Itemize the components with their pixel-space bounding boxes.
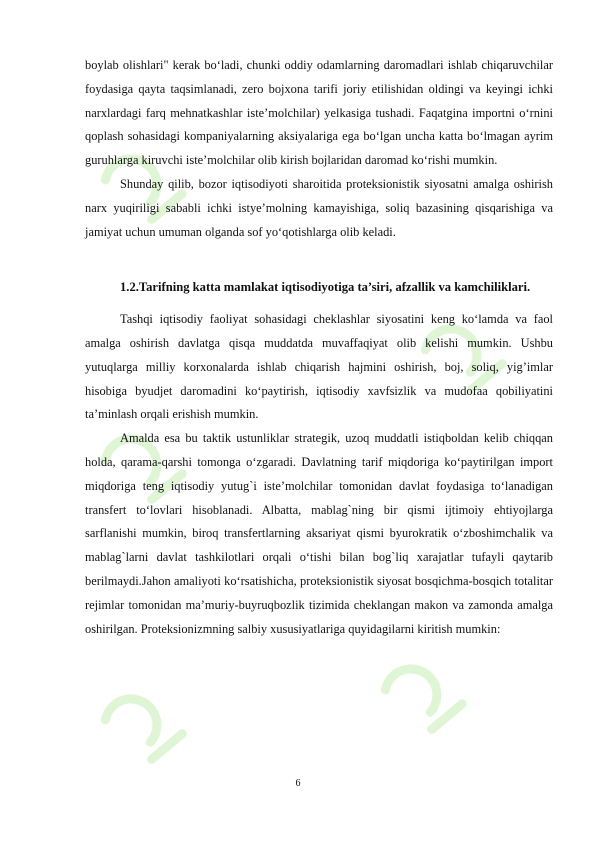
paragraph: Shunday qilib, bozor iqtisodiyoti sharoitida proteksionistik siyosatni amalga oshirish narx yuqiriligi sababli ichki istye’molning kamayishiga, soliq bazasining qisqarishiga va jamiyat uchun umuman olganda sof yo‘qotishlarga olib keladi. [85,176,553,239]
section-heading: 1.2.Tarifning katta mamlakat iqtisodiyotiga ta’siri, afzallik va kamchiliklari. [120,280,531,295]
document-body [85,54,553,641]
paragraph: Tashqi iqtisodiy faoliyat sohasidagi cheklashlar siyosatini keng ko‘lamda va faol amalga oshirish davlatga qisqa muddatda muvaffaqiyat olib kelishi mumkin. Ushbu yutuqlarga milliy korxonalarda ishlab chiqarish hajmini oshirish, boj, soliq, yig’imlar hisobiga byudjet daromadini ko‘paytirish, iqtisodiy xavfsizlik va mudofaa qobiliyatini ta’minlash orqali erishish mumkin. [85,312,553,422]
watermark-mark [382,653,463,735]
paragraph-continuation: boylab olishlari" kerak bo‘ladi, chunki oddiy odamlarning daromadlari ishlab chiqaruvchilar foydasiga qayta taqsimlanadi, zero bojxona tarifi joriy etilishidan oldingi va keyingi ichki narxlardagi farq mehnatkashlar iste’molchilar) yelkasiga tushadi. Faqatgina importni o‘rnini qoplash sohasidagi kompaniyalarning aksiyalariga ega bo‘lgan uncha katta bo‘lmagan ayrim guruhlarga kiruvchi iste’molchilar olib kirish bojlaridan daromad ko‘rishi mumkin. [85,58,553,168]
watermark-mark [102,683,183,765]
paragraph: Amalda esa bu taktik ustunliklar strategik, uzoq muddatli istiqboldan kelib chiqqan holda, qarama-qarshi tomonga o‘zgaradi. Davlatning tarif miqdoriga ko‘paytirilgan import miqdoriga teng iqtisodiy yutug`i iste’molchilar tomonidan davlat foydasiga to‘lanadigan transfert to‘lovlari hisoblanadi. Albatta, mablag`ning bir qismi ijtimoiy ehtiyojlarga sarflanishi mumkin, biroq transfertlarning aksariyat qismi byurokratik o‘zboshimchalik va mablag`larni davlat tashkilotlari orqali o‘tishi bilan bog`liq xarajatlar tufayli qaytarib berilmaydi.Jahon amaliyoti ko‘rsatishicha, proteksionistik siyosat bosqichma-bosqich totalitar rejimlar tomonidan ma’muriy-buyruqbozlik tizimida cheklangan makon va zamonda amalga oshirilgan. Proteksionizmning salbiy xususiyatlariga quyidagilarni kiritish mumkin: [85,431,553,636]
page-number: 6 [295,778,301,789]
